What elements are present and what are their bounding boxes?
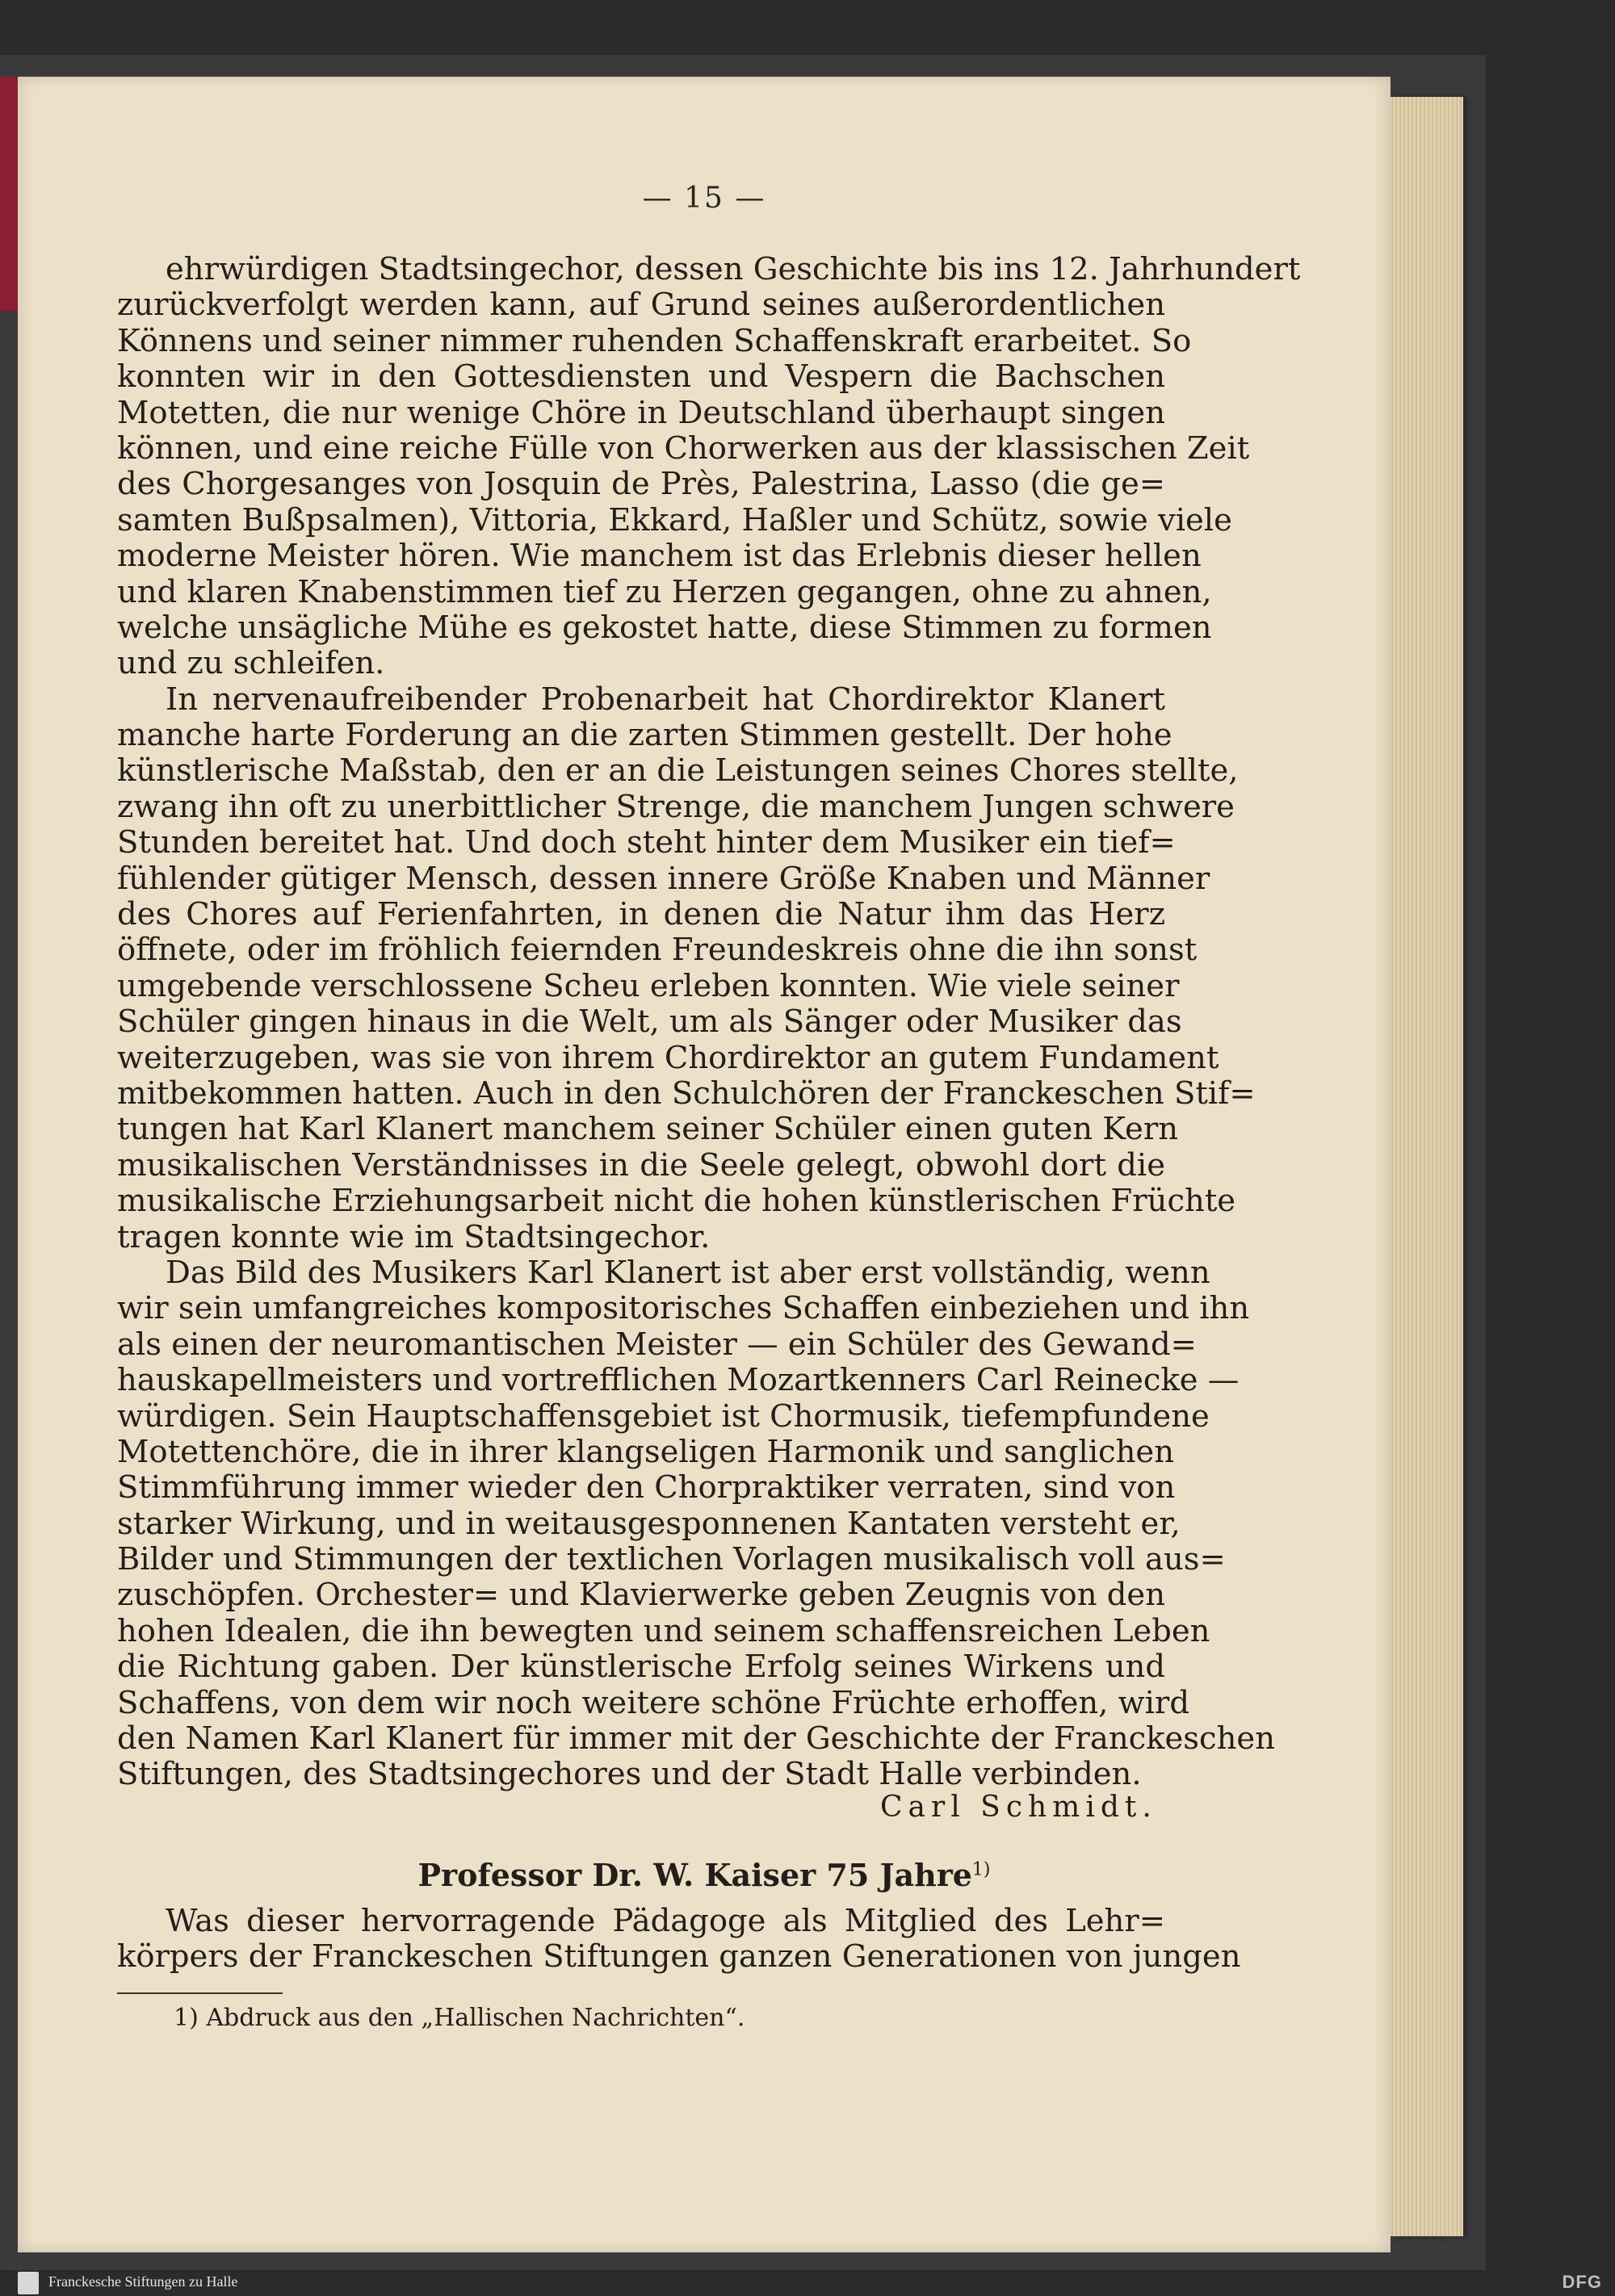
text-line: künstlerische Maßstab, den er an die Leistungen seines Chores stellte,	[117, 752, 1239, 790]
text-line: konnten wir in den Gottesdiensten und Vespern die Bachschen	[117, 358, 1165, 396]
text-line: Stunden bereitet hat. Und doch steht hinter dem Musiker ein tief=	[117, 824, 1176, 861]
text-line: manche harte Forderung an die zarten Stimmen gestellt. Der hohe	[117, 717, 1172, 754]
text-line: wir sein umfangreiches kompositorisches Schaffen einbeziehen und ihn	[117, 1290, 1250, 1327]
text-line: welche unsägliche Mühe es gekostet hatte, diese Stimmen zu formen	[117, 609, 1212, 646]
dfg-logo: DFG	[1562, 2272, 1602, 2292]
text-line: Könnens und seiner nimmer ruhenden Schaffenskraft erarbeitet. So	[117, 322, 1192, 359]
heading-text: Professor Dr. W. Kaiser 75 Jahre	[417, 1857, 972, 1893]
text-line: und zu schleifen.	[117, 645, 385, 682]
text-line: und klaren Knabenstimmen tief zu Herzen gegangen, ohne zu ahnen,	[117, 573, 1212, 610]
text-line: Bilder und Stimmungen der textlichen Vorlagen musikalisch voll aus=	[117, 1541, 1226, 1578]
text-line: tragen konnte wie im Stadtsingechor.	[117, 1218, 711, 1255]
text-line: umgebende verschlossene Scheu erleben konnten. Wie viele seiner	[117, 967, 1180, 1004]
text-line: musikalischen Verständnisses in die Seele gelegt, obwohl dort die	[117, 1146, 1165, 1184]
text-line: mitbekommen hatten. Auch in den Schulchören der Franckeschen Stif=	[117, 1075, 1256, 1112]
text-line: In nervenaufreibender Probenarbeit hat Chordirektor Klanert	[166, 681, 1165, 718]
footnote-rule	[117, 1992, 283, 1994]
text-line: Motettenchöre, die in ihrer klangseligen Harmonik und sanglichen	[117, 1433, 1174, 1470]
text-line: zurückverfolgt werden kann, auf Grund seines außerordentlichen	[117, 287, 1165, 324]
text-line: zuschöpfen. Orchester= und Klavierwerke geben Zeugnis von den	[117, 1577, 1165, 1614]
text-line: hauskapellmeisters und vortrefflichen Mozartkenners Carl Reinecke —	[117, 1362, 1240, 1399]
text-line: moderne Meister hören. Wie manchem ist das Erlebnis dieser hellen	[117, 538, 1202, 575]
text-line: weiterzugeben, was sie von ihrem Chordirektor an gutem Fundament	[117, 1039, 1219, 1076]
text-line: tungen hat Karl Klanert manchem seiner Schüler einen guten Kern	[117, 1111, 1179, 1148]
body-text	[117, 251, 1301, 1793]
text-line: Was dieser hervorragende Pädagoge als Mitglied des Lehr=	[166, 1903, 1165, 1939]
text-line: des Chorgesanges von Josquin de Près, Palestrina, Lasso (die ge=	[117, 466, 1165, 503]
text-line: öffnete, oder im fröhlich feiernden Freundeskreis ohne die ihn sonst	[117, 932, 1198, 969]
page-edges	[1391, 97, 1463, 2236]
text-line: den Namen Karl Klanert für immer mit der Geschichte der Franckeschen	[117, 1720, 1275, 1758]
text-line: als einen der neuromantischen Meister — ein Schüler des Gewand=	[117, 1326, 1197, 1363]
text-line: fühlender gütiger Mensch, dessen innere Größe Knaben und Männer	[117, 860, 1210, 897]
text-line: starker Wirkung, und in weitausgesponnenen Kantaten versteht er,	[117, 1505, 1181, 1542]
section-heading	[18, 1857, 1391, 1893]
text-line: die Richtung gaben. Der künstlerische Erfolg seines Wirkens und	[117, 1649, 1165, 1686]
text-line: musikalische Erziehungsarbeit nicht die hohen künstlerischen Früchte	[117, 1183, 1236, 1220]
footnote-mark: 1)	[971, 1859, 991, 1880]
text-line: Stimmführung immer wieder den Chorpraktiker verraten, sind von	[117, 1469, 1176, 1506]
page-number: — 15 —	[642, 182, 766, 215]
text-line: Motetten, die nur wenige Chöre in Deutschland überhaupt singen	[117, 394, 1165, 431]
text-line: Schaffens, von dem wir noch weitere schöne Früchte erhoffen, wird	[117, 1684, 1189, 1721]
text-line: Stiftungen, des Stadtsingechores und der Stadt Halle verbinden.	[117, 1756, 1142, 1793]
text-line: hohen Idealen, die ihn bewegten und seinem schaffensreichen Leben	[117, 1612, 1210, 1649]
institution-label: Franckesche Stiftungen zu Halle	[48, 2273, 238, 2290]
text-line: können, und eine reiche Fülle von Chorwerken aus der klassischen Zeit	[117, 429, 1250, 467]
text-line: würdigen. Sein Hauptschaffensgebiet ist Chormusik, tiefempfundene	[117, 1397, 1210, 1435]
text-line: samten Bußpsalmen), Vittoria, Ekkard, Haßler und Schütz, sowie viele	[117, 501, 1232, 538]
second-section-text	[117, 1903, 1241, 1975]
institution-logo-icon	[18, 2272, 39, 2294]
text-line: Schüler gingen hinaus in die Welt, um als Sänger oder Musiker das	[117, 1003, 1182, 1041]
text-line: Das Bild des Musikers Karl Klanert ist aber erst vollständig, wenn	[166, 1254, 1210, 1291]
viewer-footer-bar	[0, 2270, 1615, 2296]
footnote: 1) Abdruck aus den „Hallischen Nachrichten“.	[174, 2004, 745, 2032]
text-line: körpers der Franckeschen Stiftungen ganzen Generationen von jungen	[117, 1938, 1241, 1975]
text-line: des Chores auf Ferienfahrten, in denen die Natur ihm das Herz	[117, 896, 1165, 933]
text-line: ehrwürdigen Stadtsingechor, dessen Geschichte bis ins 12. Jahrhundert	[166, 251, 1301, 287]
text-line: zwang ihn oft zu unerbittlicher Strenge, die manchem Jungen schwere	[117, 788, 1235, 825]
red-spine-ribbon	[0, 77, 18, 311]
author-signature: Carl Schmidt.	[880, 1791, 1157, 1824]
